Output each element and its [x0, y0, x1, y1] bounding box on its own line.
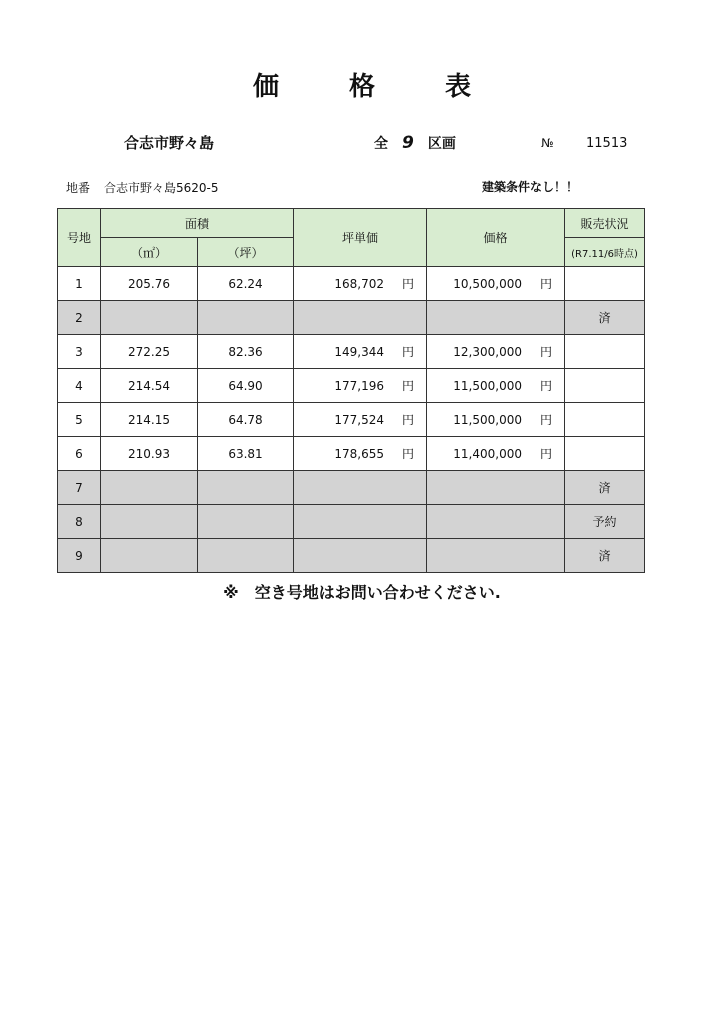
cell-tsubo: 62.24	[198, 267, 294, 301]
header-tsubo: （坪）	[198, 238, 294, 267]
cell-unit-price	[294, 335, 427, 369]
total-lots	[374, 133, 456, 153]
header-price: 価格	[427, 209, 565, 267]
table-row	[58, 403, 645, 437]
cell-lot: 1	[58, 267, 101, 301]
cell-tsubo	[198, 471, 294, 505]
cell-sqm: 205.76	[101, 267, 198, 301]
cell-sqm	[101, 539, 198, 573]
cell-unit-price	[294, 539, 427, 573]
cell-tsubo: 64.90	[198, 369, 294, 403]
chiban-label: 地番	[66, 181, 91, 195]
yen-unit: 円	[540, 379, 553, 393]
cell-unit-price-value: 168,702	[334, 276, 384, 291]
header-area: 面積	[101, 209, 294, 238]
cell-unit-price	[294, 471, 427, 505]
cell-sqm	[101, 301, 198, 335]
page-title: 価 格 表	[252, 72, 493, 102]
yen-unit: 円	[402, 345, 415, 359]
number-label: №	[541, 136, 554, 150]
table-row	[58, 267, 645, 301]
cell-lot: 5	[58, 403, 101, 437]
cell-price-value: 11,400,000	[453, 446, 522, 461]
table-row	[58, 437, 645, 471]
cell-sqm	[101, 471, 198, 505]
cell-unit-price-value: 177,196	[334, 378, 384, 393]
yen-unit: 円	[540, 413, 553, 427]
cell-tsubo: 82.36	[198, 335, 294, 369]
chiban-value: 合志市野々島5620-5	[104, 181, 219, 195]
table-row	[58, 301, 645, 335]
cell-price-value: 11,500,000	[453, 412, 522, 427]
cell-sqm: 214.15	[101, 403, 198, 437]
cell-unit-price-value: 178,655	[334, 446, 384, 461]
cell-unit-price	[294, 437, 427, 471]
cell-lot: 7	[58, 471, 101, 505]
table-row	[58, 505, 645, 539]
yen-unit: 円	[402, 277, 415, 291]
header-status-note: (R7.11/6時点)	[565, 238, 645, 267]
cell-unit-price	[294, 369, 427, 403]
header-status: 販売状況	[565, 209, 645, 238]
cell-sqm: 210.93	[101, 437, 198, 471]
cell-price	[427, 335, 565, 369]
total-count: 9	[402, 133, 414, 153]
cell-price-value: 12,300,000	[453, 344, 522, 359]
yen-unit: 円	[402, 447, 415, 461]
cell-price	[427, 403, 565, 437]
cell-status: 済	[565, 539, 645, 573]
cell-status	[565, 267, 645, 301]
cell-status	[565, 369, 645, 403]
yen-unit: 円	[402, 413, 415, 427]
cell-unit-price-value: 177,524	[334, 412, 384, 427]
price-table	[57, 208, 645, 573]
table-row	[58, 471, 645, 505]
yen-unit: 円	[402, 379, 415, 393]
cell-tsubo: 64.78	[198, 403, 294, 437]
cell-tsubo: 63.81	[198, 437, 294, 471]
location-name: 合志市野々島	[124, 134, 215, 152]
header-sqm: （㎡）	[101, 238, 198, 267]
cell-sqm: 214.54	[101, 369, 198, 403]
cell-lot: 6	[58, 437, 101, 471]
cell-status	[565, 437, 645, 471]
cell-price	[427, 539, 565, 573]
condition-note: 建築条件なし！！	[482, 180, 579, 194]
cell-price	[427, 505, 565, 539]
yen-unit: 円	[540, 277, 553, 291]
cell-status: 済	[565, 471, 645, 505]
cell-sqm	[101, 505, 198, 539]
cell-unit-price	[294, 403, 427, 437]
table-row	[58, 369, 645, 403]
cell-price	[427, 437, 565, 471]
yen-unit: 円	[540, 447, 553, 461]
cell-unit-price-value: 149,344	[334, 344, 384, 359]
cell-tsubo	[198, 301, 294, 335]
total-suffix: 区画	[427, 136, 456, 152]
header-unit-price: 坪単価	[294, 209, 427, 267]
table-row	[58, 539, 645, 573]
header-lot: 号地	[58, 209, 101, 267]
cell-lot: 8	[58, 505, 101, 539]
cell-price-value: 11,500,000	[453, 378, 522, 393]
cell-price	[427, 369, 565, 403]
cell-status: 済	[565, 301, 645, 335]
cell-lot: 2	[58, 301, 101, 335]
cell-lot: 3	[58, 335, 101, 369]
number-value: 11513	[586, 136, 628, 151]
cell-price	[427, 301, 565, 335]
cell-lot: 4	[58, 369, 101, 403]
cell-status: 予約	[565, 505, 645, 539]
cell-tsubo	[198, 505, 294, 539]
cell-status	[565, 335, 645, 369]
yen-unit: 円	[540, 345, 553, 359]
cell-sqm: 272.25	[101, 335, 198, 369]
table-row	[58, 335, 645, 369]
cell-tsubo	[198, 539, 294, 573]
vacancy-note: ※ 空き号地はお問い合わせください.	[223, 583, 501, 602]
cell-unit-price	[294, 267, 427, 301]
cell-status	[565, 403, 645, 437]
cell-price	[427, 471, 565, 505]
cell-price-value: 10,500,000	[453, 276, 522, 291]
cell-lot: 9	[58, 539, 101, 573]
total-prefix: 全	[374, 136, 388, 152]
cell-price	[427, 267, 565, 301]
cell-unit-price	[294, 301, 427, 335]
cell-unit-price	[294, 505, 427, 539]
